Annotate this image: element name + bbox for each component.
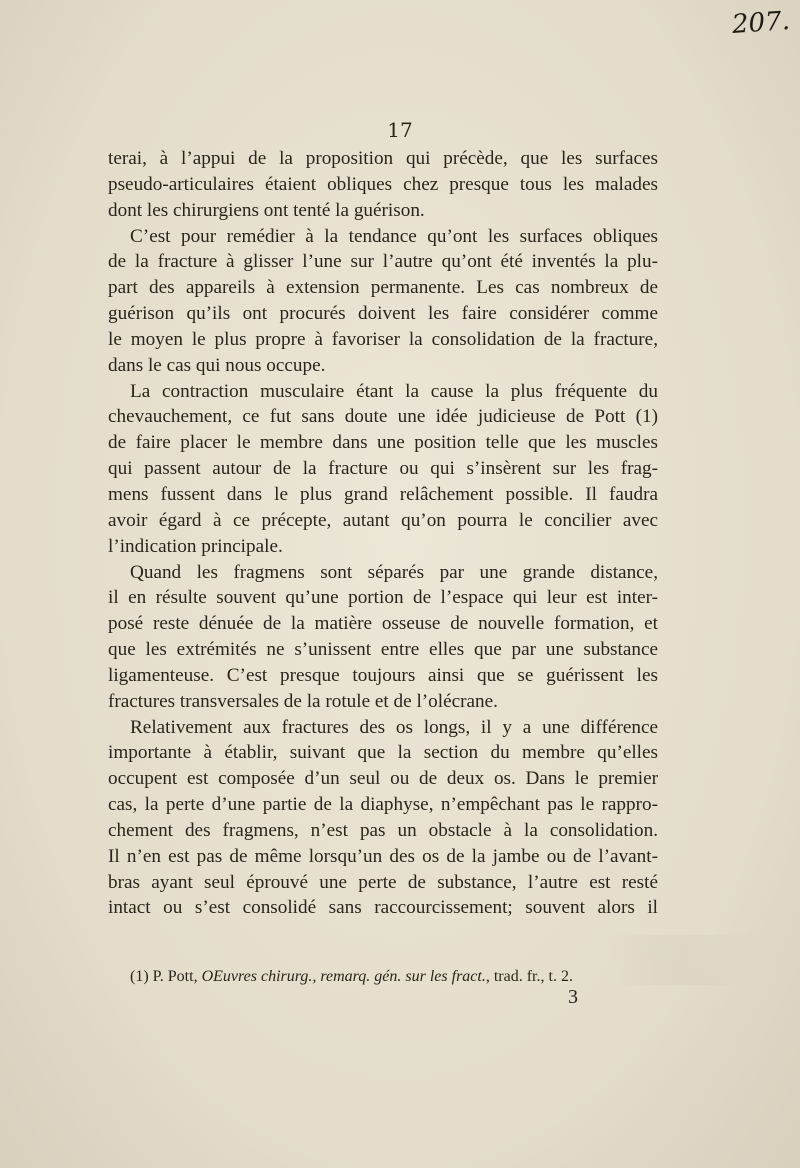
paragraph (108, 379, 658, 560)
text-line: qui passent autour de la fracture ou qui s’insèrent sur les frag- (108, 458, 658, 480)
text-line: chevauchement, ce fut sans doute une idée judicieuse de Pott (1) (108, 406, 658, 428)
text-line: le moyen le plus propre à favoriser la consolidation de la fracture, (108, 328, 658, 350)
text-line: dans le cas qui nous occupe. (108, 354, 326, 376)
paragraph (108, 146, 658, 224)
footnote (130, 968, 650, 986)
text-line: chement des fragmens, n’est pas un obstacle à la consolidation. (108, 819, 658, 841)
text-line: terai, à l’appui de la proposition qui précède, que les surfaces (108, 148, 658, 169)
text-line: Quand les fragmens sont séparés par une grande distance, (130, 561, 658, 583)
page-number: 17 (387, 118, 413, 142)
footnote-title: OEuvres chirurg., remarq. gén. sur les fract. (201, 968, 486, 985)
paragraph (108, 224, 658, 379)
paragraph (108, 715, 658, 922)
signature-mark: 3 (568, 986, 578, 1008)
text-line: posé reste dénuée de la matière osseuse de nouvelle formation, et (108, 613, 658, 635)
text-line: occupent est composée d’un seul ou de deux os. Dans le premier (108, 768, 658, 790)
text-line: cas, la perte d’une partie de la diaphyse, n’empêchant pas le rappro- (108, 794, 658, 816)
text-line: C’est pour remédier à la tendance qu’ont les surfaces obliques (130, 225, 658, 247)
text-line: que les extrémités ne s’unissent entre elles que par une substance (108, 639, 658, 661)
text-line: dont les chirurgiens ont tenté la guérison. (108, 199, 425, 221)
text-line: pseudo-articulaires étaient obliques chez presque tous les malades (108, 173, 658, 195)
footnote-suffix: , trad. fr., t. 2. (485, 968, 573, 985)
text-line: Relativement aux fractures des os longs, il y a une différence (130, 716, 658, 738)
text-line: de la fracture à glisser l’une sur l’autre qu’ont été inventés la plu- (108, 251, 658, 273)
text-line: ligamenteuse. C’est presque toujours ainsi que se guérissent les (108, 664, 658, 686)
text-line: l’indication principale. (108, 535, 283, 557)
text-line: Il n’en est pas de même lorsqu’un des os de la jambe ou de l’avant- (108, 845, 658, 867)
text-line: mens fussent dans le plus grand relâchement possible. Il faudra (108, 483, 658, 505)
text-line: guérison qu’ils ont procurés doivent les faire considérer comme (108, 303, 658, 325)
text-line: La contraction musculaire étant la cause la plus fréquente du (130, 380, 658, 402)
text-line: fractures transversales de la rotule et de l’olécrane. (108, 690, 498, 712)
body-text (108, 146, 658, 921)
text-line: de faire placer le membre dans une position telle que les muscles (108, 432, 658, 454)
paragraph (108, 560, 658, 715)
footnote-prefix: (1) P. Pott, (130, 968, 202, 985)
text-line: importante à établir, suivant que la section du membre qu’elles (108, 742, 658, 764)
text-line: intact ou s’est consolidé sans raccourcissement; souvent alors il (108, 897, 658, 919)
text-line: bras ayant seul éprouvé une perte de substance, l’autre est resté (108, 871, 658, 893)
text-line: part des appareils à extension permanente. Les cas nombreux de (108, 277, 658, 299)
handwritten-folio-number: 207. (731, 6, 791, 40)
text-line: avoir égard à ce précepte, autant qu’on pourra le concilier avec (108, 509, 658, 531)
text-line: il en résulte souvent qu’une portion de l’espace qui leur est inter- (108, 587, 658, 609)
